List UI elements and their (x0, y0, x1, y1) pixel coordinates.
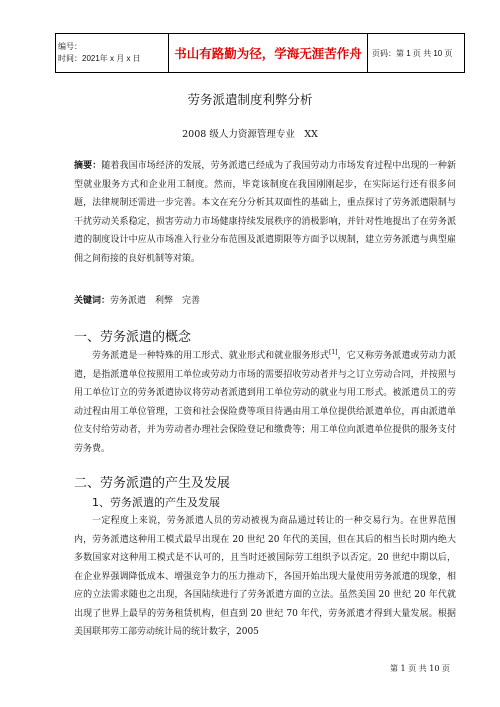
section-1-heading: 一、劳务派遣的概念 (74, 330, 192, 345)
document-title: 劳务派遣制度利弊分析 (187, 92, 313, 107)
header-page-info: 页码：第 1 页 共 10 页 (368, 34, 465, 73)
abstract-text: 随着我国市场经济的发展，劳务派遣已经成为了我国劳动力市场发育过程中出现的一种新型就业服务方式和企业用工制度。然而，毕竟该制度在我国刚刚起步，在实际运行还有很多问题，法律规制还需进一步完善。本文在充分分析其双面性的基础上，重点探讨了劳务派遣限制与干扰劳动关系稳定，损害劳动力市场健康持续发展秩序的消极影响，并针对性地提出了在劳务派遣的制度设计中应从市场准入行业分布范围及派遣期限等方面予以规制，建立劳务派遣与典型雇佣之间衔接的良好机制等对策。 (74, 161, 456, 264)
keywords-paragraph (74, 292, 456, 311)
document-author: 2008 级人力资源管理专业 XX (182, 129, 318, 140)
page-footer: 第 1 页 共 10 页 (390, 664, 450, 673)
keywords-label: 关键词： (74, 296, 111, 306)
header-meta (56, 34, 169, 73)
section-1-paragraph (74, 344, 456, 458)
keywords-text: 劳务派遣 利弊 完善 (110, 296, 201, 306)
header-number-label: 编号： (58, 42, 82, 51)
section-2-paragraph: 一定程度上来说，劳务派遣人员的劳动被视为商品通过转让的一种交易行为。在世界范围内，劳务派遣这种用工模式最早出现在 20 世纪 20 年代的美国，但在其后的相当长时期内绝大多数国家对这种用工模式是不认可的，且当时还被国际劳工组织予以否定。20 世纪中期以后，在企业界强调降低成本、增强竞争力的压力推动下，各国开始出现大量使用劳务派遣的现象，相应的立法需求随也之出现，各国陆续进行了劳务派遣方面的立法。虽然美国 20 世纪 20 年代就出现了世界上最早的劳务租赁机构，但直到 20 世纪 70 年代，劳务派遣才得到大量发展。根据美国联邦劳工部劳动统计局的统计数字，2005 (74, 516, 456, 637)
header-date: 时间：2021年 x 月 x 日 (58, 54, 141, 63)
section-1-text-b: ，它又称劳务派遣或劳动力派遣，是指派遣单位按照用工单位或劳动力市场的需要招收劳动者并与之订立劳动合同，并按照与用工单位订立的劳务派遣协议将劳动者派遣到用工单位劳动的就业与用工形式。被派遣员工的劳动过程由用工单位管理，工资和社会保险费等项目待遇由用工单位提供给派遣单位，再由派遣单位支付给劳动者，并为劳动者办理社会保险登记和缴费等；用工单位向派遣单位提供的服务支付劳务费。 (74, 351, 456, 454)
abstract-paragraph (74, 157, 456, 268)
header-motto: 书山有路勤为径，学海无涯苦作舟 (169, 34, 368, 73)
section-2-heading: 二、劳务派遣的产生及发展 (74, 476, 231, 491)
abstract-label: 摘要： (74, 161, 102, 171)
section-1-text-a: 劳务派遣是一种特殊的用工形式、就业形式和就业服务形式 (92, 351, 329, 361)
page-header-table (55, 33, 465, 73)
subsection-1-heading: 1、劳务派遣的产生及发展 (92, 496, 220, 509)
citation-ref: [1] (328, 349, 338, 356)
